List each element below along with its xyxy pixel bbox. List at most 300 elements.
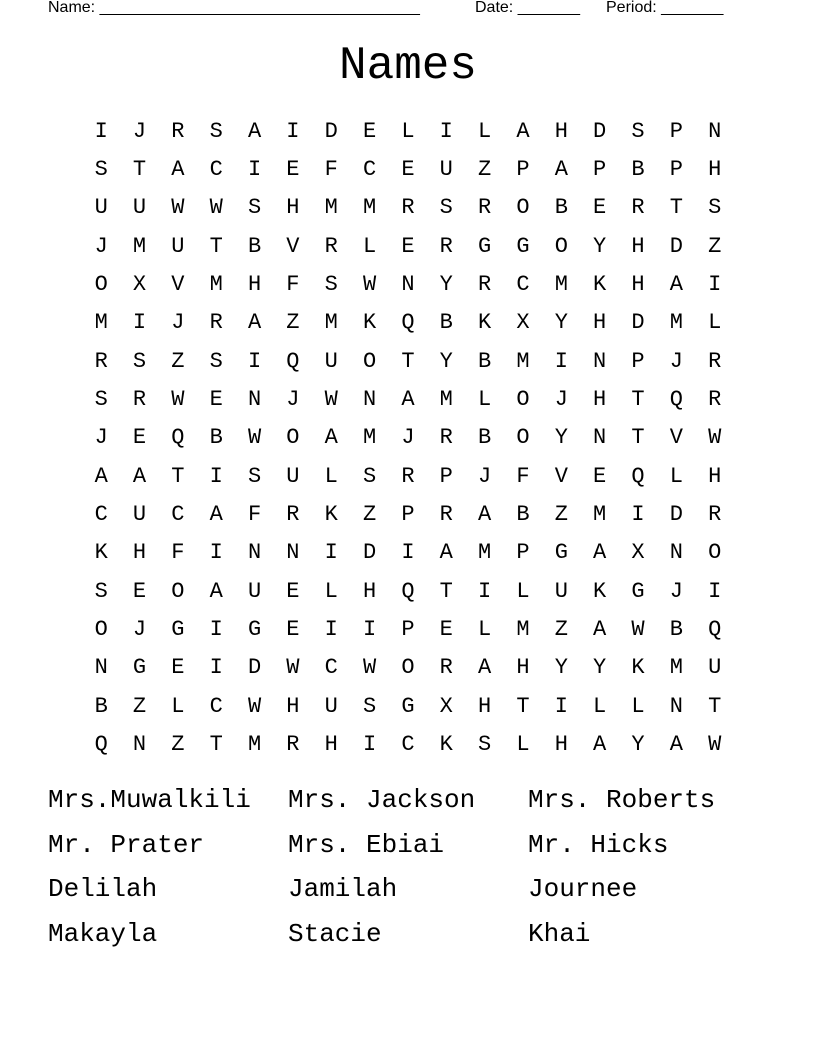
grid-letter: M: [669, 655, 683, 681]
grid-letter: D: [593, 118, 607, 144]
grid-letter: H: [324, 732, 338, 758]
grid-letter: W: [631, 617, 645, 643]
grid-letter: C: [401, 732, 415, 758]
grid-letter: Z: [554, 502, 568, 528]
grid-letter: I: [94, 118, 108, 144]
grid-letter: H: [593, 310, 607, 336]
grid-letter: H: [286, 693, 300, 719]
grid-letter: W: [171, 387, 185, 413]
grid-letter: B: [478, 425, 492, 451]
grid-letter: S: [631, 118, 645, 144]
grid-letter: W: [708, 425, 722, 451]
grid-letter: D: [324, 118, 338, 144]
grid-letter: P: [593, 157, 607, 183]
grid-letter: O: [94, 272, 108, 298]
grid-letter: A: [478, 655, 492, 681]
grid-letter: M: [362, 195, 377, 221]
grid-letter: M: [439, 387, 453, 413]
grid-letter: P: [631, 348, 645, 374]
grid-letter: A: [439, 540, 453, 566]
grid-letter: B: [554, 195, 568, 221]
word-bank-item: Mr. Prater: [48, 829, 205, 860]
grid-letter: C: [209, 157, 223, 183]
grid-letter: H: [631, 272, 645, 298]
grid-letter: E: [286, 617, 300, 643]
grid-letter: W: [247, 693, 262, 719]
grid-letter: W: [171, 195, 185, 221]
grid-letter: L: [478, 617, 492, 643]
grid-letter: J: [401, 425, 415, 451]
grid-letter: L: [324, 578, 338, 604]
grid-letter: F: [286, 272, 300, 298]
grid-letter: C: [516, 272, 530, 298]
grid-letter: A: [401, 387, 415, 413]
grid-letter: T: [209, 732, 223, 758]
grid-letter: U: [324, 348, 338, 374]
grid-letter: Y: [593, 655, 607, 681]
grid-letter: O: [516, 425, 530, 451]
grid-letter: P: [401, 617, 415, 643]
grid-letter: G: [247, 617, 262, 643]
grid-letter: N: [247, 540, 262, 566]
word-bank-item: Mrs. Jackson: [288, 785, 476, 815]
grid-letter: A: [669, 272, 683, 298]
grid-letter: P: [439, 463, 453, 489]
grid-letter: B: [516, 502, 530, 528]
grid-letter: H: [708, 157, 722, 183]
grid-letter: L: [669, 463, 683, 489]
grid-letter: Y: [593, 233, 607, 259]
grid-letter: S: [209, 118, 223, 144]
grid-letter: Q: [708, 617, 722, 643]
grid-letter: J: [132, 617, 147, 643]
grid-letter: H: [286, 195, 300, 221]
grid-letter: B: [209, 425, 223, 451]
grid-letter: J: [478, 463, 492, 489]
grid-letter: P: [401, 502, 415, 528]
grid-letter: A: [593, 540, 607, 566]
grid-letter: I: [209, 655, 223, 681]
grid-letter: O: [516, 387, 530, 413]
grid-letter: I: [247, 157, 262, 183]
word-bank-item: Mrs.Muwalkili: [48, 785, 251, 815]
word-bank-item: Delilah: [48, 874, 158, 904]
grid-letter: X: [631, 540, 645, 566]
period-field: Period: _______: [606, 0, 724, 16]
word-bank-item: Mrs. Roberts: [528, 785, 716, 815]
grid-letter: B: [478, 348, 492, 374]
grid-letter: I: [286, 118, 300, 144]
grid-letter: Z: [708, 233, 722, 259]
grid-letter: Z: [171, 348, 185, 374]
grid-letter: V: [286, 233, 300, 259]
grid-letter: R: [132, 387, 147, 413]
grid-letter: R: [439, 233, 453, 259]
grid-letter: S: [708, 195, 722, 221]
grid-letter: T: [132, 157, 147, 183]
grid-letter: J: [669, 578, 683, 604]
grid-letter: U: [554, 578, 568, 604]
grid-letter: M: [478, 540, 492, 566]
grid-letter: J: [94, 425, 108, 451]
grid-letter: M: [516, 617, 530, 643]
grid-letter: D: [631, 310, 645, 336]
grid-letter: B: [247, 233, 262, 259]
grid-letter: U: [132, 195, 147, 221]
grid-letter: Y: [554, 655, 568, 681]
grid-letter: Q: [286, 348, 300, 374]
grid-letter: T: [439, 578, 453, 604]
grid-letter: L: [631, 693, 645, 719]
grid-letter: R: [439, 425, 453, 451]
grid-letter: A: [247, 310, 262, 336]
grid-letter: H: [516, 655, 530, 681]
grid-letter: R: [478, 272, 492, 298]
grid-letter: R: [708, 502, 722, 528]
grid-letter: M: [324, 310, 338, 336]
grid-letter: O: [286, 425, 300, 451]
word-bank-item: Khai: [528, 918, 591, 949]
grid-letter: R: [286, 502, 300, 528]
grid-letter: G: [516, 233, 530, 259]
grid-letter: W: [286, 655, 300, 681]
grid-letter: A: [554, 157, 568, 183]
grid-letter: R: [439, 655, 453, 681]
grid-letter: A: [324, 425, 338, 451]
grid-letter: F: [324, 157, 338, 183]
grid-letter: M: [132, 233, 147, 259]
grid-letter: I: [132, 310, 147, 336]
grid-letter: O: [708, 540, 722, 566]
grid-letter: J: [669, 348, 683, 374]
grid-letter: E: [171, 655, 185, 681]
grid-letter: B: [669, 617, 683, 643]
grid-letter: I: [708, 272, 722, 298]
grid-letter: Y: [439, 348, 453, 374]
grid-letter: C: [324, 655, 338, 681]
grid-letter: M: [362, 425, 377, 451]
grid-letter: B: [94, 693, 108, 719]
grid-letter: M: [209, 272, 223, 298]
grid-letter: F: [516, 463, 530, 489]
grid-letter: N: [247, 387, 262, 413]
grid-letter: C: [171, 502, 185, 528]
grid-letter: N: [593, 425, 607, 451]
word-search-grid: [82, 112, 734, 764]
grid-letter: J: [132, 118, 147, 144]
grid-letter: A: [593, 732, 607, 758]
grid-letter: M: [94, 310, 108, 336]
grid-letter: Q: [669, 387, 683, 413]
word-bank: [48, 780, 788, 958]
grid-letter: O: [94, 617, 108, 643]
grid-letter: D: [362, 540, 377, 566]
grid-letter: W: [247, 425, 262, 451]
grid-letter: C: [209, 693, 223, 719]
grid-letter: C: [94, 502, 108, 528]
grid-letter: U: [247, 578, 262, 604]
grid-letter: K: [593, 578, 607, 604]
grid-letter: S: [94, 387, 108, 413]
grid-letter: U: [324, 693, 338, 719]
grid-letter: E: [593, 463, 607, 489]
grid-letter: Q: [94, 732, 108, 758]
grid-letter: R: [209, 310, 223, 336]
grid-letter: A: [132, 463, 147, 489]
grid-letter: T: [631, 425, 645, 451]
grid-letter: Q: [401, 310, 415, 336]
grid-letter: N: [401, 272, 415, 298]
grid-letter: U: [171, 233, 185, 259]
grid-letter: S: [439, 195, 453, 221]
grid-letter: Z: [554, 617, 568, 643]
grid-letter: N: [132, 732, 147, 758]
grid-letter: R: [478, 195, 492, 221]
grid-letter: T: [669, 195, 683, 221]
grid-letter: I: [324, 617, 338, 643]
grid-letter: I: [554, 693, 568, 719]
grid-letter: E: [286, 157, 300, 183]
grid-letter: K: [478, 310, 492, 336]
grid-letter: M: [247, 732, 262, 758]
grid-letter: H: [631, 233, 645, 259]
grid-letter: U: [439, 157, 453, 183]
grid-letter: G: [631, 578, 645, 604]
grid-letter: H: [554, 732, 568, 758]
grid-letter: R: [401, 463, 415, 489]
grid-letter: Y: [439, 272, 453, 298]
grid-letter: S: [209, 348, 223, 374]
grid-letter: E: [593, 195, 607, 221]
grid-letter: T: [516, 693, 530, 719]
grid-letter: S: [132, 348, 147, 374]
grid-letter: H: [593, 387, 607, 413]
grid-letter: F: [171, 540, 185, 566]
grid-letter: P: [669, 157, 683, 183]
grid-letter: L: [478, 387, 492, 413]
grid-letter: C: [362, 157, 377, 183]
grid-letter: N: [708, 118, 722, 144]
grid-letter: R: [439, 502, 453, 528]
grid-letter: X: [439, 693, 453, 719]
grid-letter: U: [94, 195, 108, 221]
grid-letter: U: [708, 655, 722, 681]
grid-letter: W: [362, 272, 377, 298]
word-bank-item: Stacie: [288, 918, 382, 949]
grid-letter: R: [324, 233, 338, 259]
grid-letter: L: [401, 118, 415, 144]
grid-letter: N: [94, 655, 108, 681]
word-bank-item: Journee: [528, 874, 638, 904]
grid-letter: I: [362, 732, 377, 758]
grid-letter: W: [708, 732, 722, 758]
grid-letter: M: [324, 195, 338, 221]
grid-letter: L: [708, 310, 722, 336]
name-field: Name: ____________________________________: [48, 0, 420, 16]
grid-letter: K: [439, 732, 453, 758]
grid-letter: T: [209, 233, 223, 259]
grid-letter: O: [362, 348, 377, 374]
grid-letter: T: [171, 463, 185, 489]
grid-letter: N: [362, 387, 377, 413]
grid-letter: T: [631, 387, 645, 413]
grid-letter: G: [132, 655, 147, 681]
grid-letter: S: [94, 157, 108, 183]
grid-letter: Y: [631, 732, 645, 758]
grid-letter: O: [554, 233, 568, 259]
grid-letter: A: [94, 463, 108, 489]
grid-letter: A: [209, 502, 223, 528]
grid-letter: N: [669, 540, 683, 566]
grid-letter: T: [401, 348, 415, 374]
grid-letter: V: [554, 463, 568, 489]
grid-letter: N: [669, 693, 683, 719]
grid-letter: I: [209, 463, 223, 489]
grid-letter: H: [362, 578, 377, 604]
grid-letter: A: [593, 617, 607, 643]
page-title: Names: [338, 40, 478, 92]
grid-letter: Z: [286, 310, 300, 336]
grid-letter: K: [94, 540, 108, 566]
grid-letter: H: [554, 118, 568, 144]
grid-letter: A: [209, 578, 223, 604]
grid-letter: L: [478, 118, 492, 144]
grid-letter: I: [631, 502, 645, 528]
grid-letter: V: [669, 425, 683, 451]
grid-letter: Q: [631, 463, 645, 489]
grid-letter: O: [516, 195, 530, 221]
grid-letter: I: [478, 578, 492, 604]
worksheet-header: [0, 0, 816, 20]
grid-letter: I: [401, 540, 415, 566]
grid-letter: S: [362, 463, 377, 489]
grid-letter: J: [171, 310, 185, 336]
grid-letter: E: [286, 578, 300, 604]
grid-letter: Z: [132, 693, 147, 719]
grid-letter: G: [478, 233, 492, 259]
grid-letter: K: [593, 272, 607, 298]
grid-letter: I: [209, 540, 223, 566]
grid-letter: U: [132, 502, 147, 528]
grid-letter: K: [324, 502, 338, 528]
grid-letter: P: [669, 118, 683, 144]
grid-letter: Q: [401, 578, 415, 604]
grid-letter: P: [516, 157, 530, 183]
grid-letter: U: [286, 463, 300, 489]
grid-letter: S: [478, 732, 492, 758]
grid-letter: H: [247, 272, 262, 298]
grid-letter: L: [324, 463, 338, 489]
grid-letter: L: [593, 693, 607, 719]
grid-letter: Z: [362, 502, 377, 528]
grid-letter: Y: [554, 425, 568, 451]
grid-letter: A: [247, 118, 262, 144]
grid-letter: M: [516, 348, 530, 374]
grid-letter: G: [554, 540, 568, 566]
grid-letter: E: [132, 425, 147, 451]
grid-letter: B: [439, 310, 453, 336]
grid-letter: K: [631, 655, 645, 681]
grid-letter: D: [247, 655, 262, 681]
grid-letter: R: [94, 348, 108, 374]
grid-letter: I: [439, 118, 453, 144]
grid-letter: G: [171, 617, 185, 643]
grid-letter: Y: [554, 310, 568, 336]
grid-letter: E: [439, 617, 453, 643]
grid-letter: S: [247, 463, 262, 489]
grid-letter: N: [593, 348, 607, 374]
grid-letter: L: [516, 732, 530, 758]
grid-letter: A: [516, 118, 530, 144]
grid-letter: J: [94, 233, 108, 259]
grid-letter: P: [516, 540, 530, 566]
grid-letter: E: [209, 387, 223, 413]
grid-letter: I: [324, 540, 338, 566]
grid-letter: A: [171, 157, 185, 183]
grid-letter: O: [171, 578, 185, 604]
word-bank-item: Mrs. Ebiai: [288, 829, 445, 860]
grid-letter: S: [94, 578, 108, 604]
grid-letter: Z: [171, 732, 185, 758]
grid-letter: L: [362, 233, 377, 259]
grid-letter: G: [401, 693, 415, 719]
grid-letter: D: [669, 502, 683, 528]
grid-letter: I: [362, 617, 377, 643]
word-bank-item: Mr. Hicks: [528, 829, 669, 860]
grid-letter: V: [171, 272, 185, 298]
grid-letter: A: [669, 732, 683, 758]
grid-letter: Q: [171, 425, 185, 451]
grid-letter: W: [362, 655, 377, 681]
grid-letter: W: [324, 387, 338, 413]
grid-letter: E: [401, 157, 415, 183]
grid-letter: R: [401, 195, 415, 221]
grid-letter: F: [247, 502, 262, 528]
grid-letter: K: [362, 310, 377, 336]
grid-letter: J: [554, 387, 568, 413]
grid-letter: A: [478, 502, 492, 528]
grid-letter: S: [324, 272, 338, 298]
grid-letter: H: [478, 693, 492, 719]
grid-letter: S: [362, 693, 377, 719]
grid-letter: R: [286, 732, 300, 758]
date-field: Date: _______: [475, 0, 580, 16]
grid-letter: D: [669, 233, 683, 259]
word-bank-item: Jamilah: [288, 874, 398, 904]
grid-letter: L: [171, 693, 185, 719]
grid-letter: R: [171, 118, 185, 144]
grid-letter: R: [708, 387, 722, 413]
grid-letter: R: [708, 348, 722, 374]
grid-letter: I: [708, 578, 722, 604]
grid-letter: X: [516, 310, 530, 336]
grid-letter: E: [132, 578, 147, 604]
grid-letter: B: [631, 157, 645, 183]
grid-letter: E: [401, 233, 415, 259]
grid-letter: J: [286, 387, 300, 413]
grid-letter: I: [209, 617, 223, 643]
grid-letter: L: [516, 578, 530, 604]
grid-letter: I: [247, 348, 262, 374]
word-bank-item: Makayla: [48, 918, 158, 949]
grid-letter: E: [362, 118, 377, 144]
grid-letter: I: [554, 348, 568, 374]
grid-letter: M: [669, 310, 683, 336]
grid-letter: S: [247, 195, 262, 221]
grid-letter: T: [708, 693, 722, 719]
grid-letter: H: [708, 463, 722, 489]
grid-letter: H: [132, 540, 147, 566]
